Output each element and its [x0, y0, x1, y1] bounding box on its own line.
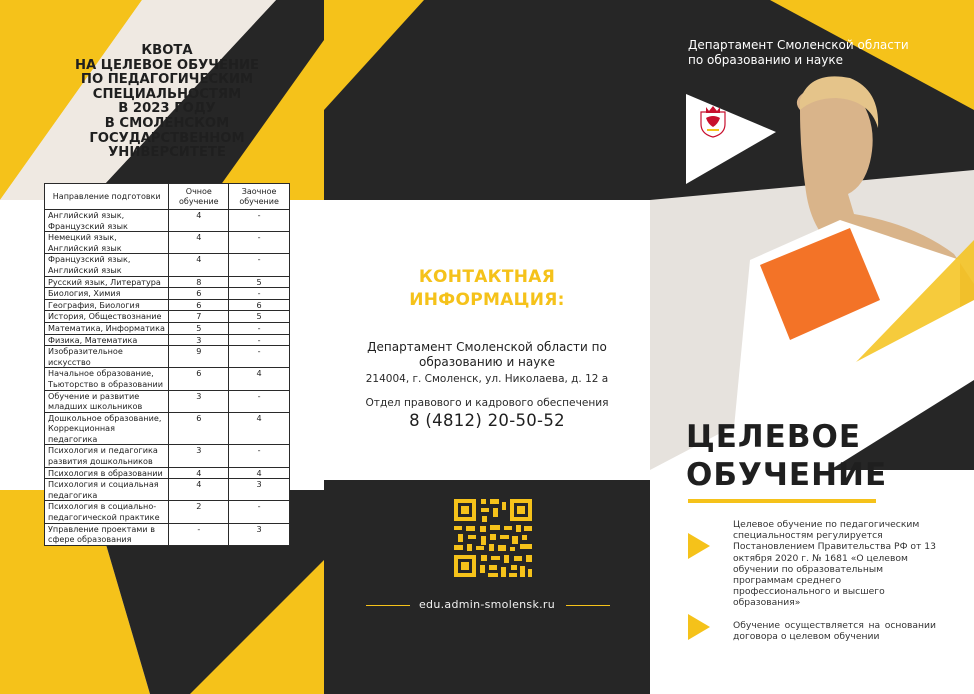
row-part-time: - [229, 322, 290, 334]
row-full-time: 4 [169, 254, 229, 276]
row-full-time: 3 [169, 390, 229, 412]
row-full-time: 2 [169, 501, 229, 523]
row-direction: Физика, Математика [45, 334, 169, 346]
row-direction: Изобразительное искусство [45, 346, 169, 368]
table-row [45, 479, 290, 501]
title-underline [688, 499, 876, 503]
contact-department-line: Департамент Смоленской области по [367, 340, 607, 354]
cover-title [686, 418, 956, 494]
row-part-time: 5 [229, 311, 290, 323]
row-direction: Управление проектами в сфере образования [45, 523, 169, 545]
row-part-time: 3 [229, 523, 290, 545]
row-direction: Психология в социально-педагогической практике [45, 501, 169, 523]
url-right-line [566, 605, 610, 606]
quota-title-line: НА ЦЕЛЕВОЕ ОБУЧЕНИЕ [74, 57, 260, 73]
row-part-time: - [229, 254, 290, 276]
row-direction: Немецкий язык, Английский язык [45, 232, 169, 254]
quota-table-body [45, 210, 290, 546]
row-full-time: 6 [169, 412, 229, 445]
table-row [45, 445, 290, 467]
row-part-time: - [229, 232, 290, 254]
table-row [45, 501, 290, 523]
row-direction: Дошкольное образование, Коррекционная педагогика [45, 412, 169, 445]
row-full-time: 9 [169, 346, 229, 368]
table-row [45, 412, 290, 445]
row-part-time: - [229, 390, 290, 412]
row-part-time: - [229, 210, 290, 232]
table-row [45, 346, 290, 368]
quota-table [44, 183, 290, 546]
row-direction: Начальное образование, Тьюторство в образовании [45, 368, 169, 390]
contact-title-line: КОНТАКТНАЯ [418, 267, 556, 287]
row-part-time: 6 [229, 299, 290, 311]
quota-title-line: В СМОЛЕНСКОМ [104, 115, 230, 131]
table-row [45, 467, 290, 479]
coat-of-arms-icon [698, 104, 728, 138]
table-row [45, 368, 290, 390]
table-row [45, 390, 290, 412]
row-direction: География, Биология [45, 299, 169, 311]
cover-department-line: Департамент Смоленской области [688, 38, 909, 52]
contact-title [324, 266, 650, 312]
cover-title-line: ОБУЧЕНИЕ [686, 457, 888, 493]
row-direction: Психология и педагогика развития дошкольников [45, 445, 169, 467]
table-row [45, 523, 290, 545]
quota-title-line: ГОСУДАРСТВЕННОМ [89, 130, 245, 146]
quota-title-line: СПЕЦИАЛЬНОСТЯМ [92, 86, 242, 102]
contact-department [324, 340, 650, 369]
row-full-time: 6 [169, 299, 229, 311]
website-link[interactable]: edu.admin-smolensk.ru [418, 598, 556, 611]
qr-code-icon[interactable] [454, 499, 532, 577]
cover-panel [650, 0, 974, 694]
contact-phone[interactable]: 8 (4812) 20-50-52 [409, 411, 565, 430]
row-direction: Французский язык, Английский язык [45, 254, 169, 276]
cover-title-line: ЦЕЛЕВОЕ [686, 419, 862, 455]
row-full-time: 4 [169, 467, 229, 479]
quota-panel [0, 0, 324, 694]
header-direction: Направление подготовки [45, 184, 169, 210]
row-direction: Математика, Информатика [45, 322, 169, 334]
table-row [45, 232, 290, 254]
row-full-time: 5 [169, 322, 229, 334]
row-part-time: 4 [229, 412, 290, 445]
cover-department [688, 38, 958, 67]
info-contract: Обучение осуществляется на основании договора о целевом обучении [733, 620, 936, 643]
table-row [45, 322, 290, 334]
info-regulation: Целевое обучение по педагогическим специальностям регулируется Постановлением Правительства РФ от 13 октября 2020 г. № 1681 «О целевом обучении по образовательным программам среднего профессионального и высшего образования» [733, 519, 936, 609]
row-part-time: - [229, 445, 290, 467]
contact-title-line: ИНФОРМАЦИЯ: [409, 290, 565, 310]
row-part-time: 4 [229, 467, 290, 479]
contact-department-line: образованию и науке [419, 354, 555, 369]
row-full-time: 3 [169, 445, 229, 467]
contact-subdepartment: Отдел правового и кадрового обеспечения [365, 397, 609, 409]
row-part-time: - [229, 334, 290, 346]
row-full-time: 6 [169, 288, 229, 300]
row-direction: Психология и социальная педагогика [45, 479, 169, 501]
table-row [45, 210, 290, 232]
table-row [45, 254, 290, 276]
header-part-time: Заочное обучение [229, 184, 290, 210]
row-direction: Русский язык, Литература [45, 276, 169, 288]
row-direction: Английский язык, Французский язык [45, 210, 169, 232]
table-row [45, 288, 290, 300]
table-row [45, 299, 290, 311]
row-part-time: - [229, 288, 290, 300]
quota-title [52, 44, 282, 161]
table-row [45, 334, 290, 346]
row-part-time: - [229, 346, 290, 368]
row-direction: История, Обществознание [45, 311, 169, 323]
row-part-time: 3 [229, 479, 290, 501]
row-full-time: 6 [169, 368, 229, 390]
row-full-time: 4 [169, 232, 229, 254]
row-full-time: 7 [169, 311, 229, 323]
row-part-time: 5 [229, 276, 290, 288]
header-full-time: Очное обучение [169, 184, 229, 210]
row-direction: Биология, Химия [45, 288, 169, 300]
row-full-time: - [169, 523, 229, 545]
row-direction: Обучение и развитие младших школьников [45, 390, 169, 412]
row-full-time: 3 [169, 334, 229, 346]
table-row [45, 276, 290, 288]
row-full-time: 4 [169, 479, 229, 501]
quota-title-line: В 2023 ГОДУ [118, 101, 216, 117]
quota-title-line: ПО ПЕДАГОГИЧЕСКИМ [80, 72, 254, 88]
contact-address: 214004, г. Смоленск, ул. Николаева, д. 12 а [365, 373, 609, 385]
cover-department-line: по образованию и науке [688, 52, 843, 67]
row-full-time: 8 [169, 276, 229, 288]
contact-panel [324, 0, 650, 694]
table-row [45, 311, 290, 323]
table-header-row [45, 184, 290, 210]
quota-title-line: КВОТА [141, 43, 193, 58]
row-full-time: 4 [169, 210, 229, 232]
row-part-time: 4 [229, 368, 290, 390]
row-part-time: - [229, 501, 290, 523]
row-direction: Психология в образовании [45, 467, 169, 479]
quota-title-line: УНИВЕРСИТЕТЕ [108, 145, 226, 161]
